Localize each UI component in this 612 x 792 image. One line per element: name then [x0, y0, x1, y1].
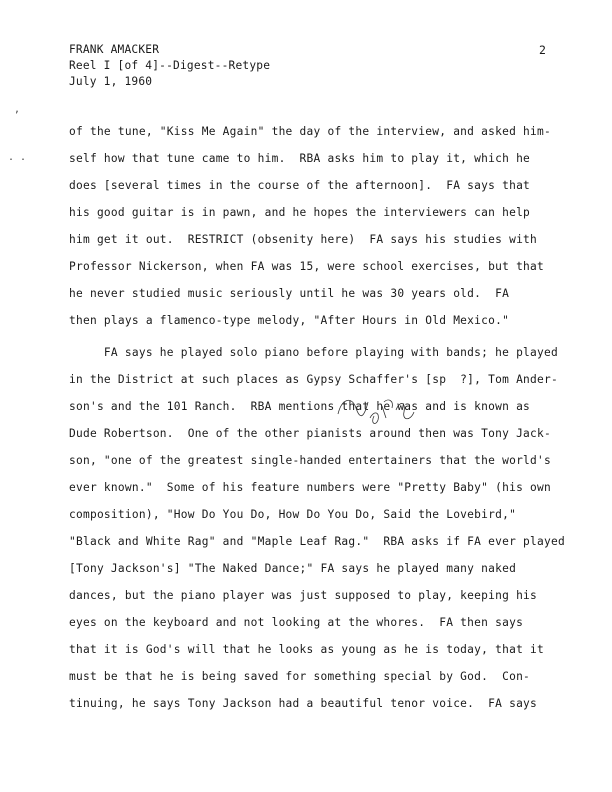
body-line: of the tune, "Kiss Me Again" the day of the interview, and asked him- — [69, 125, 551, 138]
interviewee-name: FRANK AMACKER — [69, 43, 160, 56]
body-line: composition), "How Do You Do, How Do You Do, Said the Lovebird," — [69, 508, 517, 521]
body-line: tinuing, he says Tony Jackson had a beautiful tenor voice. FA says — [69, 697, 538, 710]
reel-info: Reel I [of 4]--Digest--Retype — [69, 59, 271, 72]
body-line: "Black and White Rag" and "Maple Leaf Rag." RBA asks if FA ever played — [69, 535, 565, 548]
handwritten-correction-mark — [330, 388, 430, 428]
interview-date: July 1, 1960 — [69, 75, 153, 88]
body-line: his good guitar is in pawn, and he hopes the interviewers can help — [69, 206, 531, 219]
body-line: him get it out. RESTRICT (obsenity here) FA says his studies with — [69, 233, 538, 246]
body-line: does [several times in the course of the afternoon]. FA says that — [69, 179, 531, 192]
page-number: 2 — [539, 43, 546, 57]
body-line: son, "one of the greatest single-handed entertainers that the world's — [69, 454, 551, 467]
body-line: FA says he played solo piano before playing with bands; he played — [69, 346, 558, 359]
body-line: eyes on the keyboard and not looking at the whores. FA then says — [69, 616, 524, 629]
body-line: in the District at such places as Gypsy Schaffer's [sp ?], Tom Ander- — [69, 373, 558, 386]
body-line: son's and the 101 Ranch. RBA mentions that he was and is known as — [69, 400, 531, 413]
body-line: self how that tune came to him. RBA asks him to play it, which he — [69, 152, 531, 165]
body-line: Dude Robertson. One of the other pianists around then was Tony Jack- — [69, 427, 551, 440]
body-line: that it is God's will that he looks as young as he is today, that it — [69, 643, 545, 656]
body-line: Professor Nickerson, when FA was 15, were school exercises, but that — [69, 260, 545, 273]
body-line: must be that he is being saved for something special by God. Con- — [69, 670, 531, 683]
margin-mark: , — [14, 104, 21, 115]
margin-mark: . . — [8, 152, 27, 163]
document-header — [69, 42, 270, 90]
body-line: he never studied music seriously until he was 30 years old. FA — [69, 287, 510, 300]
body-line: [Tony Jackson's] "The Naked Dance;" FA says he played many naked — [69, 562, 517, 575]
body-line: dances, but the piano player was just supposed to play, keeping his — [69, 589, 538, 602]
body-line: then plays a flamenco-type melody, "After Hours in Old Mexico." — [69, 314, 510, 327]
body-line: ever known." Some of his feature numbers were "Pretty Baby" (his own — [69, 481, 551, 494]
